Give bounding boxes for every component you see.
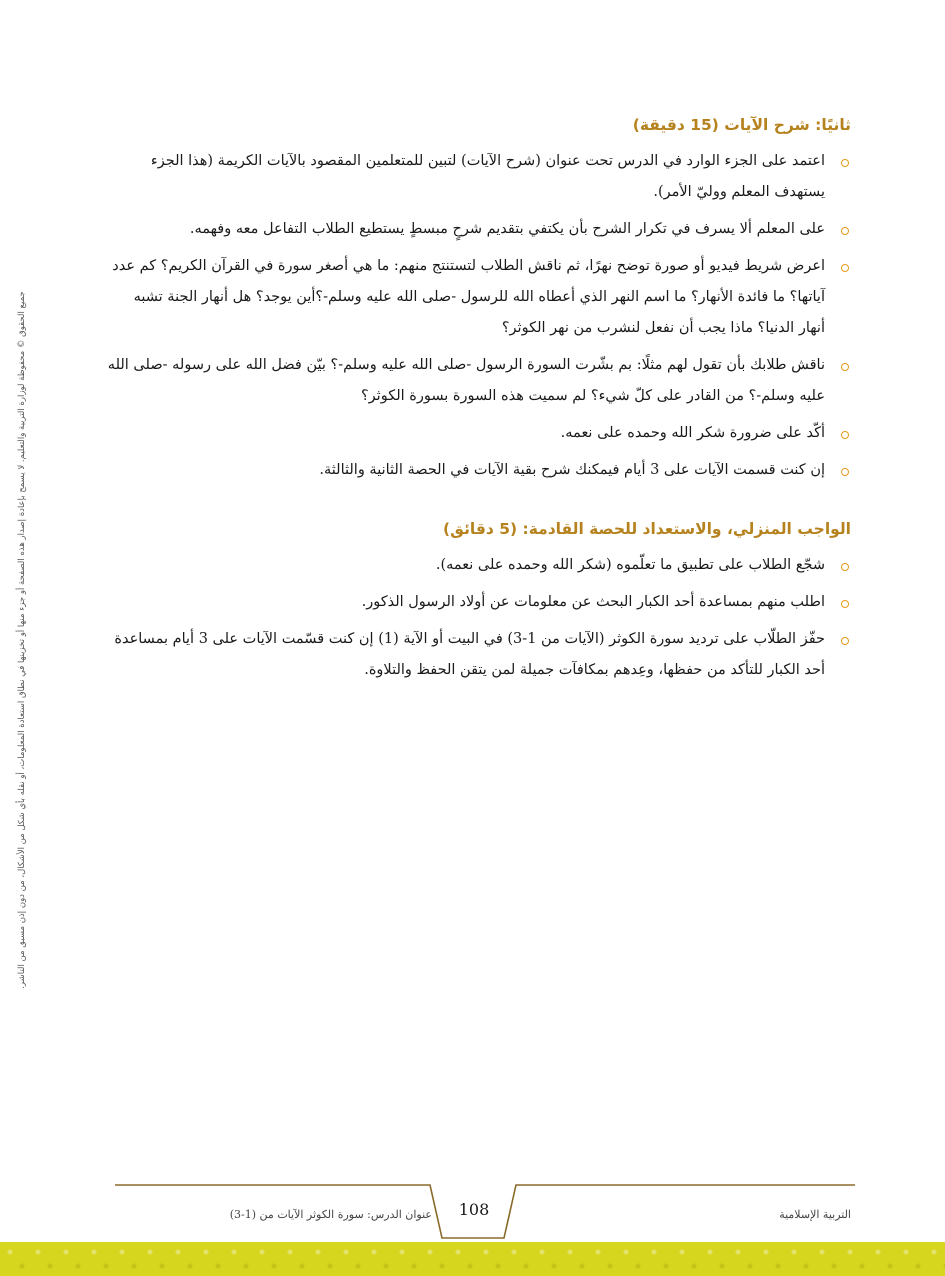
- list-item: اطلب منهم بمساعدة أحد الكبار البحث عن معلومات عن أولاد الرسول الذكور.: [106, 587, 851, 618]
- bullet-icon: [841, 637, 849, 645]
- lesson-title: عنوان الدرس: سورة الكوثر الآيات من (1-3): [229, 1208, 432, 1221]
- page-number: 108: [458, 1200, 490, 1219]
- list-item: على المعلم ألا يسرف في تكرار الشرح بأن يكتفي بتقديم شرحٍ مبسطٍ يستطيع الطلاب التفاعل معه وفهمه.: [106, 214, 851, 245]
- bullet-icon: [841, 468, 849, 476]
- bullet-icon: [841, 431, 849, 439]
- homework-list: [106, 550, 851, 686]
- decorative-band: [0, 1242, 945, 1276]
- list-item: شجّع الطلاب على تطبيق ما تعلّموه (شكر الله وحمده على نعمه).: [106, 550, 851, 581]
- subject-name: التربية الإسلامية: [779, 1208, 851, 1221]
- list-item: إن كنت قسمت الآيات على 3 أيام فيمكنك شرح بقية الآيات في الحصة الثانية والثالثة.: [106, 455, 851, 486]
- copyright-text: جميع الحقوق © محفوظة لوزارة التربية والتعليم. لا يسمح بإعادة إصدار هذه الصفحة أو جزء منها أو تخزينها في نطاق استعادة المعلومات، أو نقله بأي شكل من الأشكال، من دون إذن مسبق من الناشر.: [16, 291, 27, 989]
- section-title-explanation: ثانيًا: شرح الآيات (15 دقيقة): [632, 116, 851, 134]
- list-item: ناقش طلابك بأن تقول لهم مثلًا: بم بشّرت السورة الرسول -صلى الله عليه وسلم-؟ بيّن فضل الله على رسوله -صلى الله عليه وسلم-؟ من القادر على كلّ شيء؟ لم سميت هذه السورة بسورة الكوثر؟: [106, 350, 851, 412]
- bullet-icon: [841, 563, 849, 571]
- list-item: اعتمد على الجزء الوارد في الدرس تحت عنوان (شرح الآيات) لتبين للمتعلمين المقصود بالآيات الكريمة (هذا الجزء يستهدف المعلم ووليّ الأمر).: [106, 146, 851, 208]
- bullet-icon: [841, 600, 849, 608]
- copyright-notice: [10, 260, 34, 1020]
- explanation-list: [106, 146, 851, 486]
- homework-section: [106, 516, 851, 686]
- list-item: اعرض شريط فيديو أو صورة توضح نهرًا، ثم ناقش الطلاب لتستنتج منهم: ما هي أصغر سورة في القرآن الكريم؟ كم عدد آياتها؟ ما فائدة الأنهار؟ ما اسم النهر الذي أعطاه الله للرسول -صلى الله عليه وسلم-؟أين يوجد؟ هل أنهار الجنة تشبه أنهار الدنيا؟ ماذا يجب أن نفعل لنشرب من نهر الكوثر؟: [106, 251, 851, 344]
- explanation-section: [106, 112, 851, 486]
- bullet-icon: [841, 363, 849, 371]
- section-title-homework: الواجب المنزلي، والاستعداد للحصة القادمة: (5 دقائق): [443, 520, 851, 538]
- list-item: أكّد على ضرورة شكر الله وحمده على نعمه.: [106, 418, 851, 449]
- main-content: [106, 112, 851, 692]
- bullet-icon: [841, 227, 849, 235]
- bullet-icon: [841, 264, 849, 272]
- list-item: حفّز الطلّاب على ترديد سورة الكوثر (الآيات من 1-3) في البيت أو الآية (1) إن كنت قسّمت الآيات على 3 أيام بمساعدة أحد الكبار للتأكد من حفظها، وعِدهم بمكافآت جميلة لمن يتقن الحفظ والتلاوة.: [106, 624, 851, 686]
- bullet-icon: [841, 159, 849, 167]
